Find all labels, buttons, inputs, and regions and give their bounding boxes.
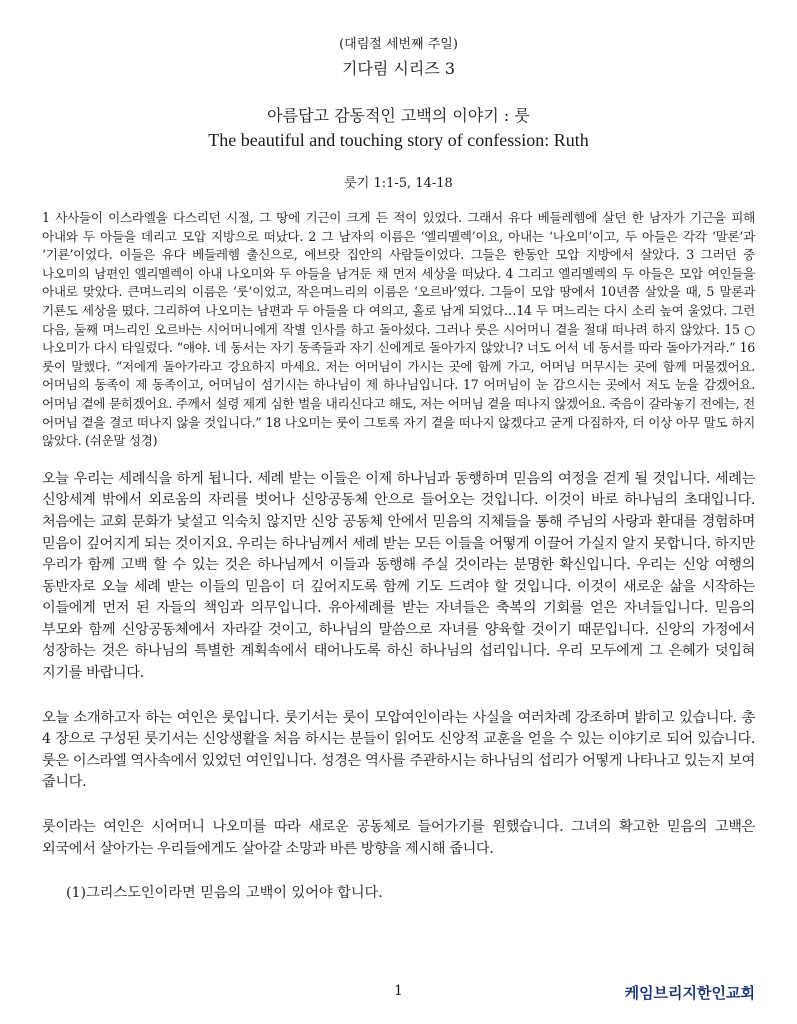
body-paragraph-baptism: 오늘 우리는 세례식을 하게 됩니다. 세례 받는 이들은 이제 하나님과 동행하며 믿음의 여정을 걷게 될 것입니다. 세례는 신앙세계 밖에서 외로움의 자리를 벗어나 신앙공동체 안으로 들어오는 것입니다. 이것이 바로 하나님의 초대입니다. 처음에는 교회 문화가 낯설고 익숙치 않지만 신앙 공동체 안에서 믿음의 지체들을 통해 주님의 사랑과 환대를 경험하며 믿음이 깊어지게 되는 것이지요. 우리는 하나님께서 세례 받는 모든 이들을 어떻게 이끌어 가실지 알지 못합니다. 하지만 우리가 함께 고백 할 수 있는 것은 하나님께서 이들과 동행해 주실 것이라는 분명한 확신입니다. 우리는 신앙 여행의 동반자로 오늘 세례 받는 이들의 믿음이 더 깊어지도록 함께 기도 드려야 할 것입니다. 이것이 새로운 삶을 시작하는 이들에게 먼저 된 자들의 책임과 의무입니다. 유아세례를 받는 자녀들은 축복의 기회를 얻은 자녀들입니다. 믿음의 부모와 함께 신앙공동체에서 자라갈 것이고, 하나님의 말씀으로 자녀를 양육할 것이기 때문입니다. 신앙의 가정에서 성장하는 것은 하나님의 특별한 계획속에서 태어나도록 하신 하나님의 섭리입니다. 우리 모두에게 그 은혜가 덧입혀 지기를 바랍니다. xyxy=(42,470,755,682)
sermon-title-korean: 아름답고 감동적인 고백의 이야기 : 룻 xyxy=(267,106,530,125)
church-name: 케임브리지한인교회 xyxy=(624,984,755,1002)
liturgical-season: (대림절 세번째 주일) xyxy=(339,37,458,52)
series-title: 기다림 시리즈 3 xyxy=(341,59,456,78)
sermon-title-english: The beautiful and touching story of confession: Ruth xyxy=(208,130,589,150)
sermon-point-1: (1)그리스도인이라면 믿음의 고백이 있어야 합니다. xyxy=(66,885,383,902)
scripture-text: 1 사사들이 이스라엘을 다스리던 시절, 그 땅에 기근이 크게 든 적이 있었다. 그래서 유다 베들레헴에 살던 한 남자가 기근을 피해 아내와 두 아들을 데리고 모압 지방으로 떠났다. 2 그 남자의 이름은 ‘엘리멜렉’이요, 아내는 ‘나오미’이고, 두 아들은 각각 ‘말론’과 ‘기룐’이었다. 이들은 유다 베들레헴 출신으로, 에브랏 집안의 사람들이었다. 그들은 한동안 모압 지방에서 살았다. 3 그러던 중 나오미의 남편인 엘리멜렉이 아내 나오미와 두 아들을 남겨둔 채 먼저 세상을 떠났다. 4 그리고 엘리멜렉의 두 아들은 모압 여인들을 아내로 맞았다. 큰며느리의 이름은 ‘룻’이었고, 작은며느리의 이름은 ‘오르바’였다. 그들이 모압 땅에서 10년쯤 살았을 때, 5 말론과 기룐도 세상을 떴다. 그리하여 나오미는 남편과 두 아들을 다 여의고, 홀로 남게 되었다…14 두 며느리는 다시 소리 높여 울었다. 그런 다음, 둘째 며느리인 오르바는 시어머니에게 작별 인사를 하고 돌아섰다. 그러나 룻은 시어머니 곁을 절대 떠나려 하지 않았다. 15 ○ 나오미가 다시 타일렀다. “얘야. 네 동서는 자기 동족들과 자기 신에게로 돌아가지 않았니? 너도 어서 네 동서를 따라 돌아가거라.” 16 룻이 말했다. “저에게 돌아가라고 강요하지 마세요. 저는 어머님이 가시는 곳에 함께 가고, 어머님 머무시는 곳에 함께 머물겠어요. 어머님의 동족이 제 동족이고, 어머님이 섬기시는 하나님이 제 하나님입니다. 17 어머님이 눈 감으시는 곳에서 저도 눈을 감겠어요. 어머님 곁에 묻히겠어요. 주께서 설령 제게 심한 벌을 내리신다고 해도, 저는 어머님 곁을 떠나지 않겠어요. 죽음이 갈라놓기 전에는, 전 어머님 곁을 결코 떠나지 않을 것입니다.” 18 나오미는 룻이 그토록 자기 곁을 떠나지 않겠다고 굳게 다짐하자, 더 이상 아무 말도 하지 않았다. (쉬운말 성경) xyxy=(42,210,755,449)
body-paragraph-ruth-intro: 오늘 소개하고자 하는 여인은 룻입니다. 룻기서는 룻이 모압여인이라는 사실을 여러차례 강조하며 밝히고 있습니다. 총 4 장으로 구성된 룻기서는 신앙생활을 처음 하시는 분들이 읽어도 신앙적 교훈을 얻을 수 있는 이야기로 되어 있습니다. 룻은 이스라엘 역사속에서 있었던 여인입니다. 성경은 역사를 주관하시는 하나님의 섭리가 어떻게 나타나고 있는지 보여 줍니다. xyxy=(42,709,755,791)
body-paragraph-confession: 룻이라는 여인은 시어머니 나오미를 따라 새로운 공동체로 들어가기를 원했습니다. 그녀의 확고한 믿음의 고백은 외국에서 살아가는 우리들에게도 살아갈 소망과 바른 방향을 제시해 줍니다. xyxy=(42,819,755,857)
document-page xyxy=(42,32,755,905)
scripture-reference: 룻기 1:1-5, 14-18 xyxy=(344,176,453,191)
page-number: 1 xyxy=(394,983,403,999)
